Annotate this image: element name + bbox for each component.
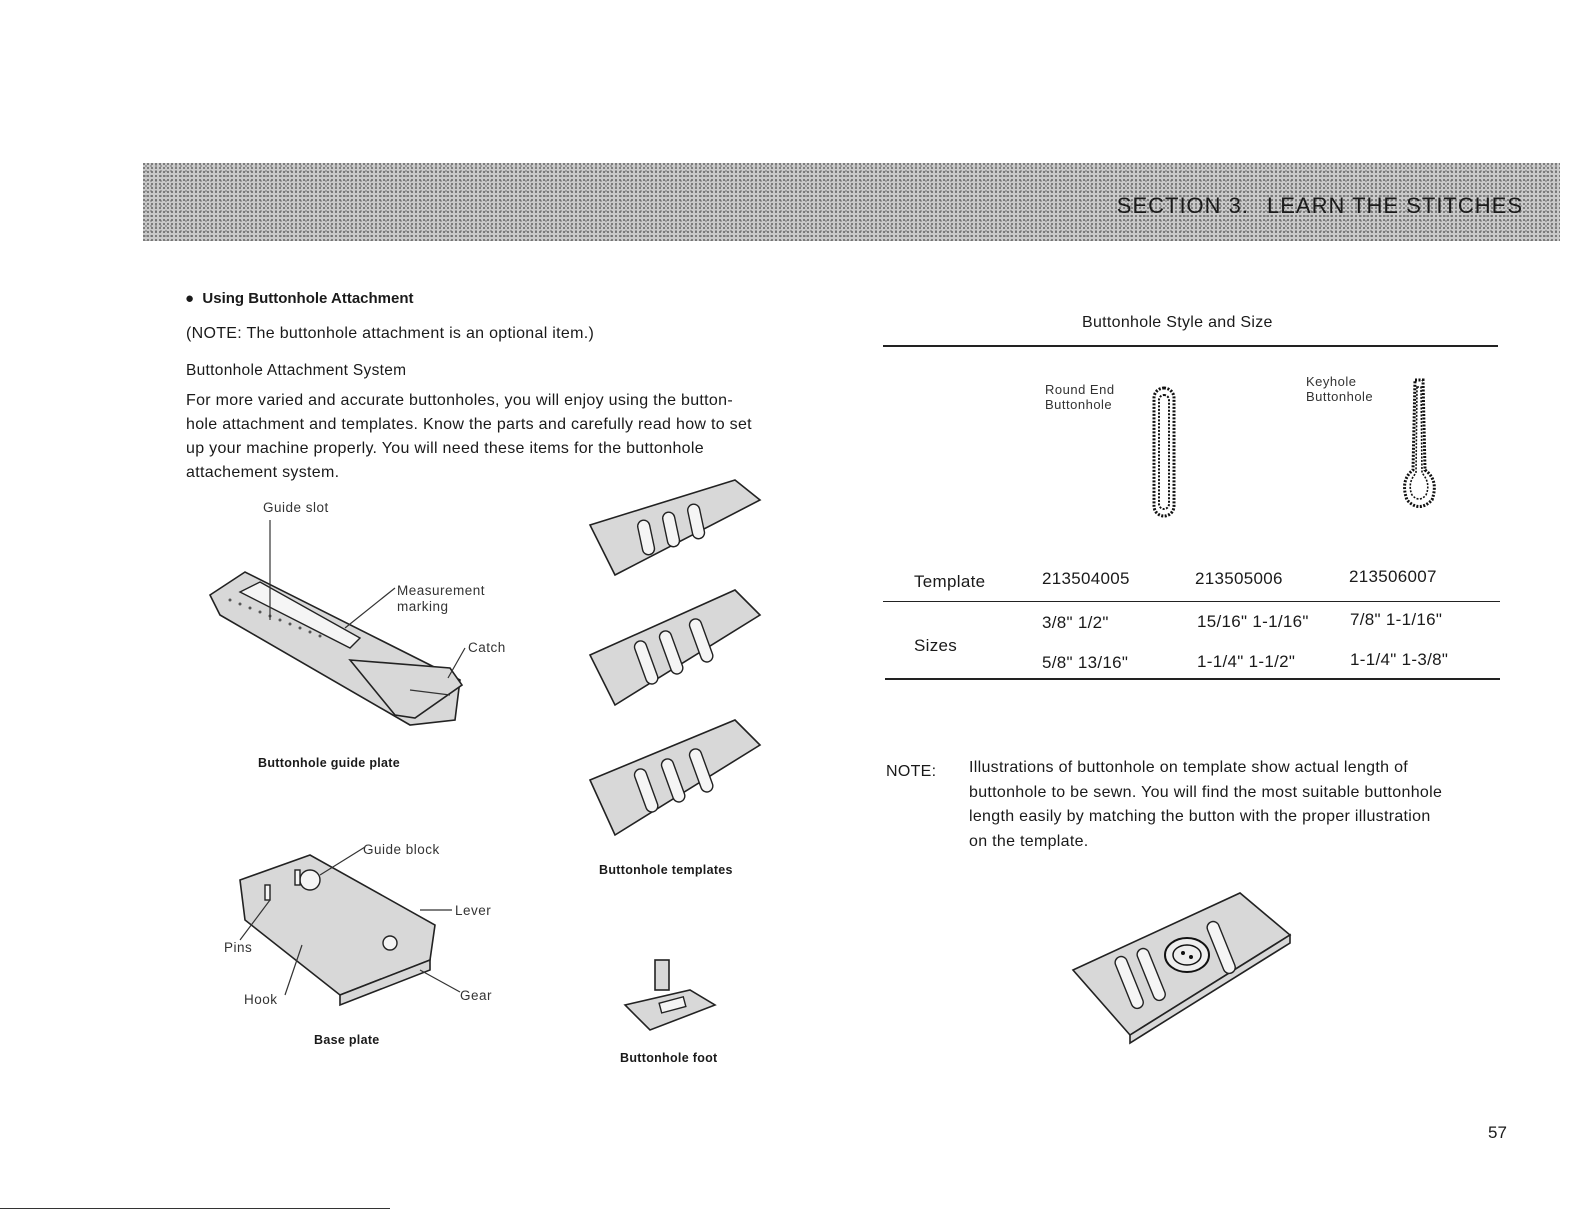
template-number-3: 213506007 — [1349, 567, 1437, 586]
section-title — [1117, 193, 1523, 219]
label-marking: marking — [397, 599, 449, 614]
table-top-rule — [883, 345, 1498, 347]
template-with-button-illustration — [1065, 885, 1300, 1045]
note-line: on the template. — [969, 832, 1089, 850]
templates-illustration — [585, 470, 775, 850]
size-row1-col1: 3/8" 1/2" — [1042, 613, 1109, 632]
bullet-icon: ● — [185, 290, 195, 307]
size-row1-col3: 7/8" 1-1/16" — [1350, 610, 1443, 629]
table-bottom-rule — [885, 678, 1500, 680]
template-3 — [590, 720, 760, 835]
note-label: NOTE: — [886, 763, 937, 780]
caption-buttonhole-foot: Buttonhole foot — [620, 1051, 718, 1065]
note-line: buttonhole to be sewn. You will find the most suitable buttonhole — [969, 783, 1443, 801]
label-guide-slot: Guide slot — [263, 500, 329, 515]
label-guide-block: Guide block — [363, 842, 440, 857]
caption-base-plate: Base plate — [314, 1033, 380, 1047]
size-row2-col3: 1-1/4" 1-3/8" — [1350, 650, 1449, 669]
template-label: Template — [914, 572, 986, 591]
label-hook: Hook — [244, 992, 278, 1007]
label-catch: Catch — [468, 640, 506, 655]
optional-note: (NOTE: The buttonhole attachment is an optional item.) — [186, 325, 595, 342]
bullet-heading — [185, 290, 414, 307]
scan-edge-rule — [0, 1208, 390, 1209]
paragraph-line: up your machine properly. You will need these items for the buttonhole — [186, 440, 704, 457]
table-title: Buttonhole Style and Size — [1082, 314, 1273, 331]
page-number: 57 — [1488, 1123, 1507, 1142]
style-keyhole-line2: Buttonhole — [1306, 389, 1374, 404]
sizes-label: Sizes — [914, 636, 958, 655]
heading-text: Using Buttonhole Attachment — [202, 290, 414, 307]
size-row1-col2: 15/16" 1-1/16" — [1197, 612, 1309, 631]
label-pins: Pins — [224, 940, 253, 955]
round-end-buttonhole-icon — [1150, 385, 1180, 520]
buttonhole-foot-illustration — [620, 955, 720, 1040]
size-row2-col1: 5/8" 13/16" — [1042, 653, 1129, 672]
paragraph-line: For more varied and accurate buttonholes, you will enjoy using the button- — [186, 392, 733, 409]
paragraph-line: hole attachment and templates. Know the parts and carefully read how to set — [186, 416, 752, 433]
style-round-line1: Round End — [1045, 382, 1115, 397]
template-1 — [590, 480, 760, 575]
template-number-2: 213505006 — [1195, 569, 1283, 588]
caption-guide-plate: Buttonhole guide plate — [258, 756, 401, 770]
guide-plate-illustration — [200, 520, 500, 740]
note-text — [969, 756, 1499, 854]
section-name: LEARN THE STITCHES — [1267, 193, 1523, 218]
style-round-end — [1045, 382, 1115, 412]
label-gear: Gear — [460, 988, 493, 1003]
section-label: SECTION 3. — [1116, 193, 1250, 218]
template-2 — [590, 590, 760, 705]
note-line: length easily by matching the button with the proper illustration — [969, 808, 1431, 825]
subheading: Buttonhole Attachment System — [186, 362, 407, 379]
caption-templates: Buttonhole templates — [599, 863, 733, 877]
style-round-line2: Buttonhole — [1045, 397, 1113, 412]
style-keyhole — [1306, 374, 1373, 404]
template-number-1: 213504005 — [1042, 569, 1130, 588]
keyhole-buttonhole-icon — [1397, 375, 1442, 515]
paragraph-line: attachement system. — [186, 464, 340, 481]
table-mid-rule — [883, 601, 1500, 602]
label-lever: Lever — [455, 903, 492, 918]
size-row2-col2: 1-1/4" 1-1/2" — [1197, 652, 1296, 671]
style-keyhole-line1: Keyhole — [1306, 374, 1357, 389]
label-measurement: Measurement — [397, 583, 486, 598]
note-line: Illustrations of buttonhole on template show actual length of — [969, 759, 1409, 776]
label-measurement-marking — [397, 583, 485, 615]
